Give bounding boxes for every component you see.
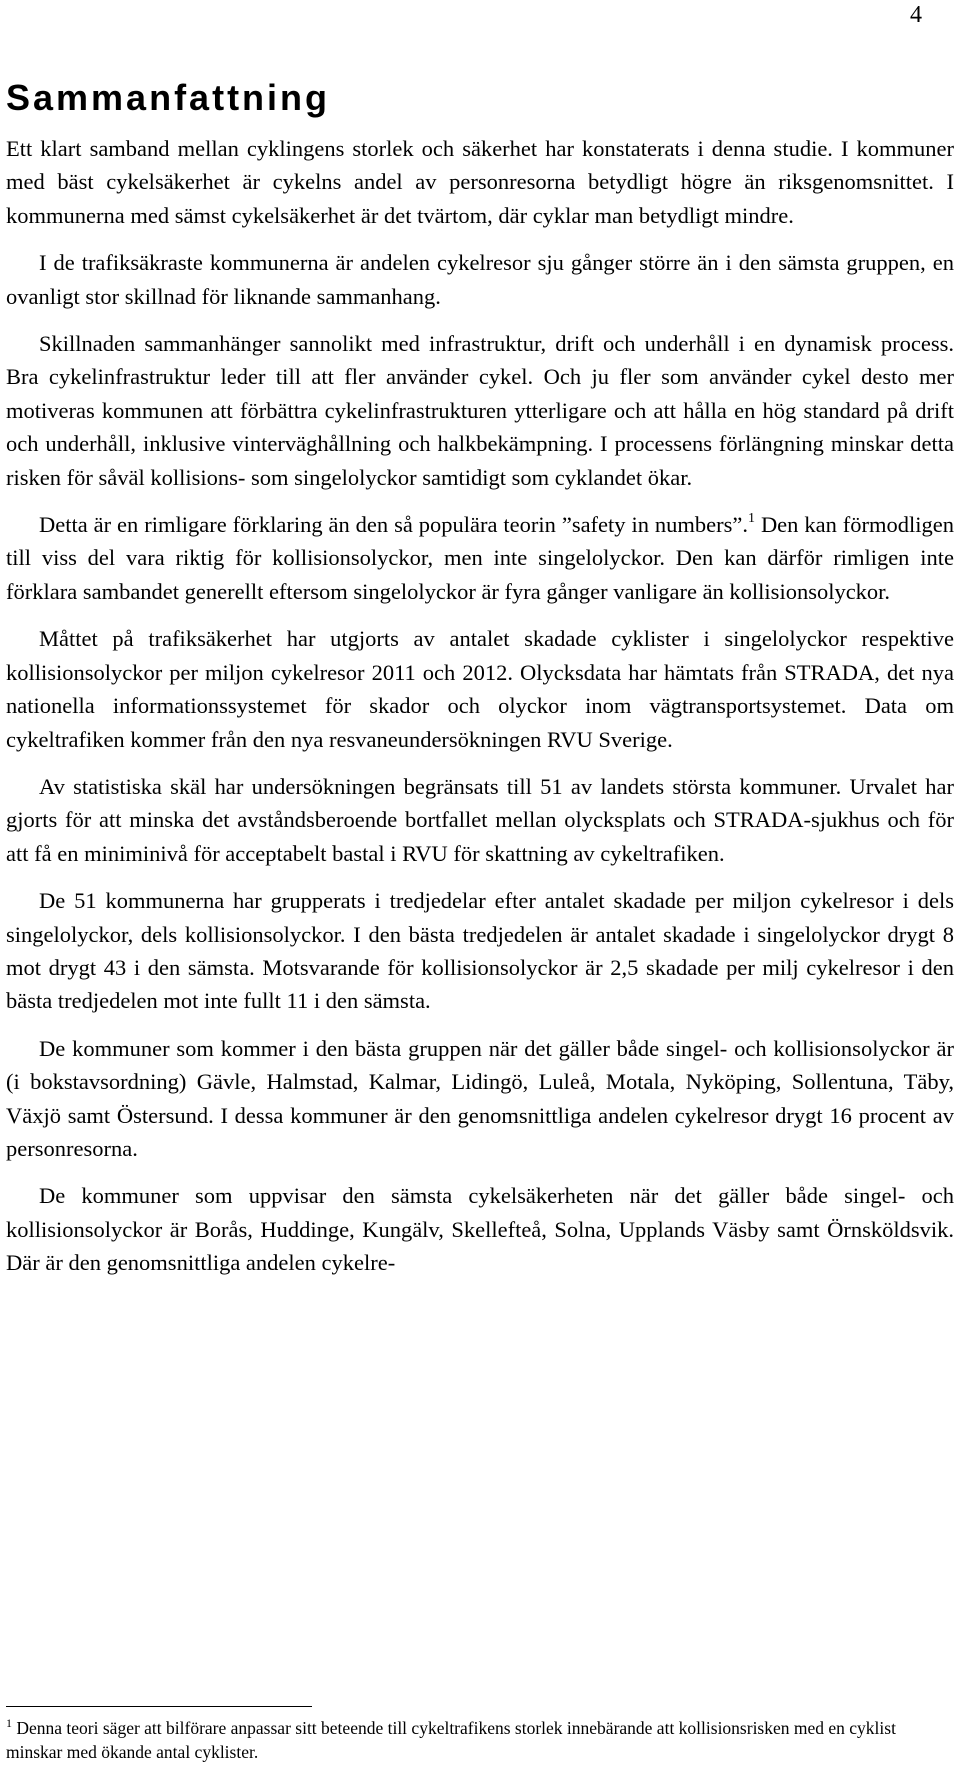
paragraph-6: Av statistiska skäl har undersökningen begränsats till 51 av landets största kommuner. Urvalet har gjorts för att minska det avståndsberoende bortfallet mellan olycksplats och STRADA-sjukhus och för att få en miniminivå för acceptabelt bastal i RVU för skattning av cykeltrafiken.	[6, 773, 954, 866]
footnote-separator	[6, 1706, 312, 1707]
paragraph-4-text: Detta är en rimligare förklaring än den så populära teorin ”safety in numbers”.	[39, 512, 748, 538]
paragraph-7: De 51 kommunerna har grupperats i tredjedelar efter antalet skadade per miljon cykelresor i dels singelolyckor, dels kollisionsolyckor. I den bästa tredjedelen är antalet skadade i singelolyckor drygt 8 mot drygt 43 i den sämsta. Motsvarande för kollisionsolyckor är 2,5 skadade per milj cykelresor i den bästa tredjedelen mot inte fullt 11 i den sämsta.	[6, 888, 954, 1014]
paragraph-2: I de trafiksäkraste kommunerna är andelen cykelresor sju gånger större än i den sämsta gruppen, en ovanligt stor skillnad för liknande sammanhang.	[6, 250, 954, 309]
paragraph-9: De kommuner som uppvisar den sämsta cykelsäkerheten när det gäller både singel- och kollisionsolyckor är Borås, Huddinge, Kungälv, Skellefteå, Solna, Upplands Väsby samt Örnsköldsvik. Där är den genomsnittliga andelen cykelre-	[6, 1183, 954, 1276]
paragraph-1: Ett klart samband mellan cyklingens storlek och säkerhet har konstaterats i denna studie. I kommuner med bäst cykelsäkerhet är cykelns andel av personresorna betydligt högre än riksgenomsnittet. I kommunerna med sämst cykelsäkerhet är det tvärtom, där cyklar man betydligt mindre.	[6, 136, 954, 228]
footnote-text: Denna teori säger att bilförare anpassar sitt beteende till cykeltrafikens storlek innebärande att kollisionsrisken med en cyklist minskar med ökande antal cyklister.	[6, 1718, 896, 1762]
footnote	[6, 1716, 906, 1764]
page-number: 4	[910, 2, 922, 28]
paragraph-8: De kommuner som kommer i den bästa gruppen när det gäller både singel- och kollisionsolyckor är (i bokstavsordning) Gävle, Halmstad, Kalmar, Lidingö, Luleå, Motala, Nyköping, Sollentuna, Täby, Växjö samt Östersund. I dessa kommuner är den genomsnittliga andelen cykelresor drygt 16 procent av personresorna.	[6, 1035, 954, 1161]
paragraph-4	[6, 508, 954, 608]
footnote-marker: 1	[6, 1716, 12, 1730]
section-heading: Sammanfattning	[6, 77, 331, 118]
footnote-reference: 1	[748, 511, 755, 527]
body-text	[6, 132, 954, 1294]
paragraph-4-continuation: Den kan förmodligen till viss del vara riktig för kollisionsolyckor, men inte singelolyckor. Den kan därför rimligen inte förklara sambandet generellt eftersom singelolyckor är fyra gånger vanligare än kollisionsolyckor.	[6, 512, 954, 604]
paragraph-5: Måttet på trafiksäkerhet har utgjorts av antalet skadade cyklister i singelolyckor respektive kollisionsolyckor per miljon cykelresor 2011 och 2012. Olycksdata har hämtats från STRADA, det nya nationella informationssystemet för skador och olyckor inom vägtransportsystemet. Data om cykeltrafiken kommer från den nya resvaneundersökningen RVU Sverige.	[6, 626, 954, 752]
paragraph-3: Skillnaden sammanhänger sannolikt med infrastruktur, drift och underhåll i en dynamisk process. Bra cykelinfrastruktur leder till att fler använder cykel. Och ju fler som använder cykel desto mer motiveras kommunen att förbättra cykelinfrastrukturen ytterligare och att hålla en hög standard på drift och underhåll, inklusive vinterväghållning och halkbekämpning. I processens förlängning minskar detta risken för såväl kollisions- som singelolyckor samtidigt som cyklandet ökar.	[6, 331, 954, 490]
